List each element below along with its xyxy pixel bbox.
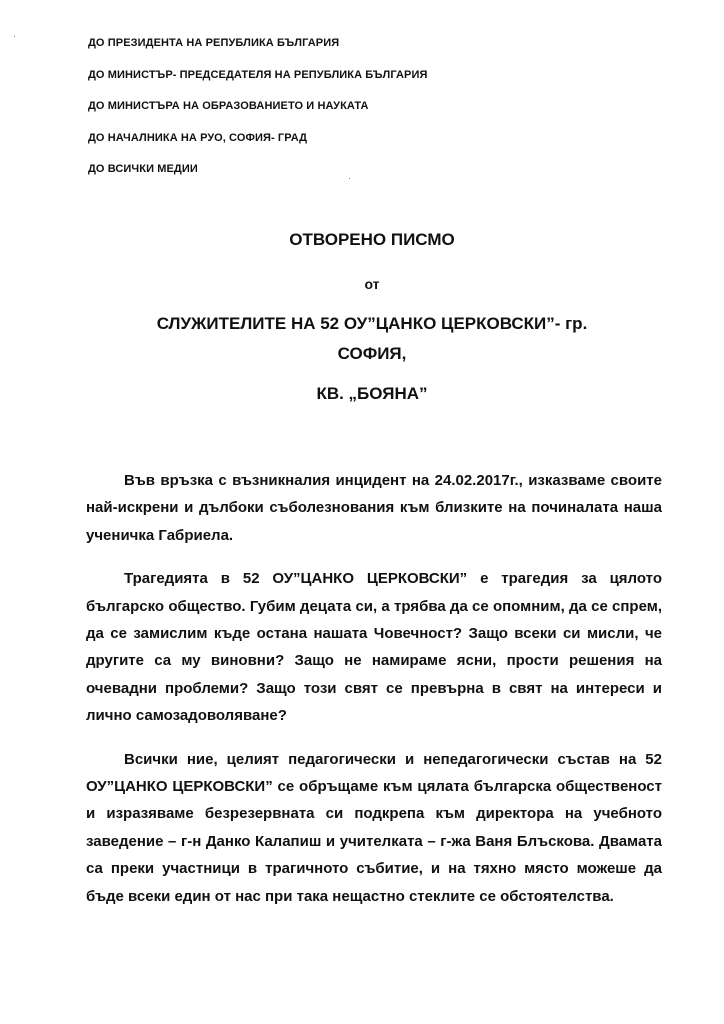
letter-heading <box>60 229 684 405</box>
addressee-prime-minister: ДО МИНИСТЪР- ПРЕДСЕДАТЕЛЯ НА РЕПУБЛИКА БЪЛГАРИЯ <box>88 68 428 81</box>
letter-title: ОТВОРЕНО ПИСМО <box>289 230 455 249</box>
paragraph-condolences: Във връзка с възникналия инцидент на 24.02.2017г., изказваме своите най-искрени и дълбоки съболезнования към близките на починалата наша ученичка Габриела. <box>86 472 662 544</box>
sender-organization <box>60 309 684 369</box>
addressee-list <box>88 36 648 194</box>
sender-organization-line1: СЛУЖИТЕЛИТЕ НА 52 ОУ”ЦАНКО ЦЕРКОВСКИ”- гр. <box>156 314 588 333</box>
addressee-education-minister: ДО МИНИСТЪРА НА ОБРАЗОВАНИЕТО И НАУКАТА <box>88 100 369 112</box>
sender-quarter: КВ. „БОЯНА” <box>316 384 428 403</box>
scan-speck <box>349 178 350 179</box>
paragraph-support: Всички ние, целият педагогически и непедагогически състав на 52 ОУ”ЦАНКО ЦЕРКОВСКИ” се обръщаме към цялата българска общественост и изразяваме безрезервната си подкрепа към директора на учебното заведение – г-н Данко Калапиш и учителката – г-жа Ваня Блъскова. Двамата са преки участници в трагичното събитие, и на тяхно място можеше да бъде всеки един от нас при така нещастно стеклите се обстоятелства. <box>86 750 662 905</box>
letter-from: от <box>364 276 380 292</box>
scan-speck <box>14 36 15 37</box>
paragraph-tragedy: Трагедията в 52 ОУ”ЦАНКО ЦЕРКОВСКИ” е трагедия за цялото българско общество. Губим децата си, а трябва да се опомним, да се спрем, да се замислим къде остана нашата Човечност? Защо всеки си мисли, че другите са му виновни? Защо не намираме ясни, прости решения на очевадни проблеми? Защо този свят се превърна в свят на интереси и лично самозадоволяване? <box>86 570 662 725</box>
addressee-ruo-head: ДО НАЧАЛНИКА НА РУО, СОФИЯ- ГРАД <box>88 131 308 144</box>
addressee-president: ДО ПРЕЗИДЕНТА НА РЕПУБЛИКА БЪЛГАРИЯ <box>88 37 340 49</box>
addressee-media: ДО ВСИЧКИ МЕДИИ <box>88 163 198 175</box>
letter-body <box>86 467 662 926</box>
sender-organization-line2: СОФИЯ, <box>337 344 407 363</box>
